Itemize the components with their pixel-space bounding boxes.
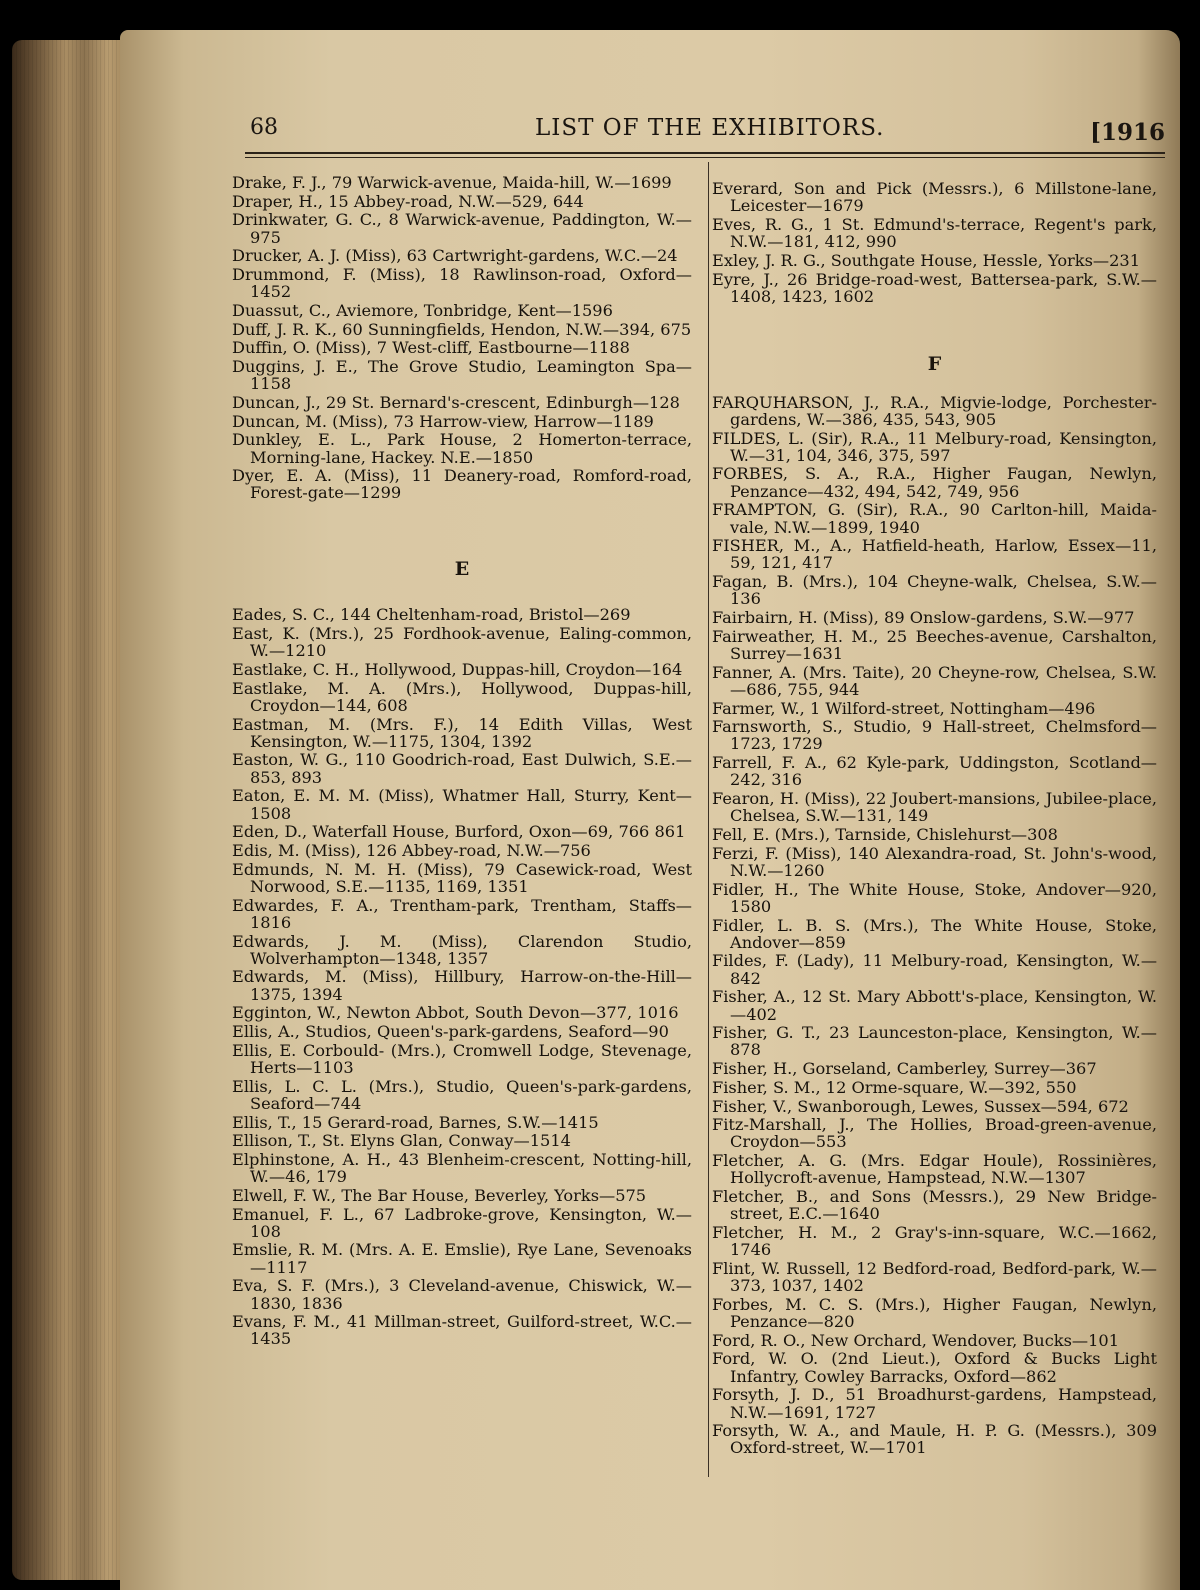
exhibitor-entry: Fisher, H., Gorseland, Camberley, Surrey—367 — [712, 1059, 1097, 1079]
exhibitor-entry: Fidler, L. B. S. (Mrs.), The White House, Stoke, Andover—859 — [712, 915, 1157, 952]
exhibitor-entry: Egginton, W., Newton Abbot, South Devon—377, 1016 — [232, 1003, 679, 1023]
exhibitor-entry: Elwell, F. W., The Bar House, Beverley, Yorks—575 — [232, 1185, 647, 1205]
right-column — [712, 180, 1157, 1458]
exhibitor-entry: Duncan, M. (Miss), 73 Harrow-view, Harrow—1189 — [232, 411, 654, 431]
exhibitor-entry: Duassut, C., Aviemore, Tonbridge, Kent—1596 — [232, 300, 613, 320]
exhibitor-entry: Evans, F. M., 41 Millman-street, Guilford-street, W.C.—1435 — [232, 1312, 692, 1349]
exhibitor-entry: Forbes, M. C. S. (Mrs.), Higher Faugan, Newlyn, Penzance—820 — [712, 1294, 1157, 1331]
exhibitor-entry: Ford, R. O., New Orchard, Wendover, Bucks—101 — [712, 1330, 1119, 1350]
exhibitor-entry: Fisher, A., 12 St. Mary Abbott's-place, Kensington, W.—402 — [712, 987, 1157, 1024]
exhibitor-entry: Fletcher, H. M., 2 Gray's-inn-square, W.C.—1662, 1746 — [712, 1222, 1157, 1260]
section-heading-e: E — [454, 558, 470, 581]
exhibitor-entry: Ellis, L. C. L. (Mrs.), Studio, Queen's-park-gardens, Seaford—744 — [232, 1076, 692, 1113]
exhibitor-entry: Drake, F. J., 79 Warwick-avenue, Maida-hill, W.—1699 — [232, 173, 672, 192]
entries-e-list — [232, 606, 692, 1347]
exhibitor-entry: Everard, Son and Pick (Messrs.), 6 Millstone-lane, Leicester—1679 — [712, 179, 1157, 216]
exhibitor-entry: Eades, S. C., 144 Cheltenham-road, Bristol—269 — [232, 605, 631, 625]
entries-d-list — [232, 174, 692, 502]
exhibitor-entry: Fisher, S. M., 12 Orme-square, W.—392, 550 — [712, 1077, 1077, 1097]
exhibitor-entry: Easton, W. G., 110 Goodrich-road, East Dulwich, S.E.—853, 893 — [232, 750, 692, 787]
exhibitor-entry: Dunkley, E. L., Park House, 2 Homerton-terrace, Morning-lane, Hackey. N.E.—1850 — [232, 430, 692, 467]
exhibitor-entry: Ellis, A., Studios, Queen's-park-gardens, Seaford—90 — [232, 1022, 669, 1042]
exhibitor-entry: Eden, D., Waterfall House, Burford, Oxon—69, 766 861 — [232, 822, 686, 842]
exhibitor-entry: Edis, M. (Miss), 126 Abbey-road, N.W.—756 — [232, 841, 591, 860]
exhibitor-entry: Fagan, B. (Mrs.), 104 Cheyne-walk, Chelsea, S.W.—136 — [712, 572, 1157, 609]
year-marker: [1916 — [1090, 119, 1165, 146]
exhibitor-entry: Fearon, H. (Miss), 22 Joubert-mansions, Jubilee-place, Chelsea, S.W.—131, 149 — [712, 789, 1157, 826]
exhibitor-entry: Eastlake, M. A. (Mrs.), Hollywood, Duppas-hill, Croydon—144, 608 — [232, 678, 692, 715]
exhibitor-entry: Fidler, H., The White House, Stoke, Andover—920, 1580 — [712, 879, 1157, 916]
exhibitor-entry: Fitz-Marshall, J., The Hollies, Broad-green-avenue, Croydon—553 — [712, 1115, 1157, 1152]
header-rule-thin — [245, 157, 1165, 158]
exhibitor-entry: Duffin, O. (Miss), 7 West-cliff, Eastbourne—1188 — [232, 338, 630, 358]
exhibitor-entry: Fanner, A. (Mrs. Taite), 20 Cheyne-row, Chelsea, S.W.—686, 755, 944 — [712, 662, 1157, 699]
exhibitor-entry: Fairweather, H. M., 25 Beeches-avenue, Carshalton, Surrey—1631 — [712, 626, 1157, 663]
exhibitor-entry: Emanuel, F. L., 67 Ladbroke-grove, Kensington, W.—108 — [232, 1204, 692, 1241]
exhibitor-entry: Duncan, J., 29 St. Bernard's-crescent, Edinburgh—128 — [232, 392, 680, 412]
exhibitor-entry: Fisher, G. T., 23 Launceston-place, Kensington, W.—878 — [712, 1023, 1157, 1060]
exhibitor-entry: Exley, J. R. G., Southgate House, Hessle, Yorks—231 — [712, 250, 1141, 270]
exhibitor-entry: Fildes, F. (Lady), 11 Melbury-road, Kensington, W.—842 — [712, 951, 1157, 988]
exhibitor-entry: Emslie, R. M. (Mrs. A. E. Emslie), Rye Lane, Sevenoaks—1117 — [232, 1240, 692, 1277]
exhibitor-entry: Edwards, J. M. (Miss), Clarendon Studio, Wolverhampton—1348, 1357 — [232, 931, 692, 968]
exhibitor-entry: Ellison, T., St. Elyns Glan, Conway—1514 — [232, 1131, 571, 1151]
exhibitor-entry: Eastlake, C. H., Hollywood, Duppas-hill, Croydon—164 — [232, 659, 683, 679]
exhibitor-entry: Eves, R. G., 1 St. Edmund's-terrace, Regent's park, N.W.—181, 412, 990 — [712, 214, 1157, 252]
exhibitor-entry: Edmunds, N. M. H. (Miss), 79 Casewick-road, West Norwood, S.E.—1135, 1169, 1351 — [232, 859, 692, 896]
exhibitor-entry: Eva, S. F. (Mrs.), 3 Cleveland-avenue, Chiswick, W.—1830, 1836 — [232, 1276, 692, 1313]
exhibitor-entry: Fletcher, A. G. (Mrs. Edgar Houle), Rossinières, Hollycroft-avenue, Hampstead, N.W.—1307 — [712, 1151, 1157, 1188]
exhibitor-entry: Dyer, E. A. (Miss), 11 Deanery-road, Romford-road, Forest-gate—1299 — [232, 466, 692, 503]
exhibitor-entry: FISHER, M., A., Hatfield-heath, Harlow, Essex—11, 59, 121, 417 — [712, 536, 1157, 573]
exhibitor-entry: Farmer, W., 1 Wilford-street, Nottingham—496 — [712, 698, 1096, 718]
exhibitor-entry: Fairbairn, H. (Miss), 89 Onslow-gardens, S.W.—977 — [712, 608, 1135, 628]
exhibitor-entry: Fell, E. (Mrs.), Tarnside, Chislehurst—308 — [712, 825, 1058, 844]
exhibitor-entry: FARQUHARSON, J., R.A., Migvie-lodge, Porchester-gardens, W.—386, 435, 543, 905 — [712, 392, 1157, 429]
exhibitor-entry: Ford, W. O. (2nd Lieut.), Oxford & Bucks Light Infantry, Cowley Barracks, Oxford—862 — [712, 1349, 1157, 1386]
exhibitor-entry: Fletcher, B., and Sons (Messrs.), 29 New Bridge-street, E.C.—1640 — [712, 1187, 1157, 1224]
exhibitor-entry: Farrell, F. A., 62 Kyle-park, Uddingston, Scotland—242, 316 — [712, 753, 1157, 790]
exhibitor-entry: Duggins, J. E., The Grove Studio, Leamington Spa—1158 — [232, 357, 692, 394]
page-number: 68 — [250, 115, 278, 140]
exhibitor-entry: Draper, H., 15 Abbey-road, N.W.—529, 644 — [232, 191, 584, 211]
page-header — [245, 115, 1165, 155]
exhibitor-entry: Ellis, T., 15 Gerard-road, Barnes, S.W.—1415 — [232, 1112, 599, 1132]
exhibitor-entry: Edwards, M. (Miss), Hillbury, Harrow-on-the-Hill—1375, 1394 — [232, 967, 692, 1004]
section-heading-f: F — [927, 353, 942, 376]
exhibitor-entry: Eyre, J., 26 Bridge-road-west, Battersea-park, S.W.—1408, 1423, 1602 — [712, 269, 1157, 306]
entries-f-list — [712, 394, 1157, 1457]
exhibitor-entry: Flint, W. Russell, 12 Bedford-road, Bedford-park, W.—373, 1037, 1402 — [712, 1258, 1157, 1296]
exhibitor-entry: FILDES, L. (Sir), R.A., 11 Melbury-road, Kensington, W.—31, 104, 346, 375, 597 — [712, 428, 1157, 465]
page-title: LIST OF THE EXHIBITORS. — [535, 115, 885, 141]
exhibitor-entry: East, K. (Mrs.), 25 Fordhook-avenue, Ealing-common, W.—1210 — [232, 624, 692, 661]
exhibitor-entry: Duff, J. R. K., 60 Sunningfields, Hendon, N.W.—394, 675 — [232, 319, 692, 339]
exhibitor-entry: Eastman, M. (Mrs. F.), 14 Edith Villas, West Kensington, W.—1175, 1304, 1392 — [232, 714, 692, 751]
exhibitor-entry: Drucker, A. J. (Miss), 63 Cartwright-gardens, W.C.—24 — [232, 246, 678, 266]
exhibitor-entry: Ellis, E. Corbould- (Mrs.), Cromwell Lodge, Stevenage, Herts—1103 — [232, 1040, 692, 1077]
exhibitor-entry: Forsyth, W. A., and Maule, H. P. G. (Messrs.), 309 Oxford-street, W.—1701 — [712, 1421, 1157, 1458]
exhibitor-entry: Farnsworth, S., Studio, 9 Hall-street, Chelmsford—1723, 1729 — [712, 717, 1157, 754]
exhibitor-entry: Eaton, E. M. M. (Miss), Whatmer Hall, Sturry, Kent—1508 — [232, 786, 692, 823]
exhibitor-entry: Edwardes, F. A., Trentham-park, Trentham, Staffs—1816 — [232, 895, 692, 932]
book-page-edges — [12, 40, 132, 1580]
exhibitor-entry: Forsyth, J. D., 51 Broadhurst-gardens, Hampstead, N.W.—1691, 1727 — [712, 1385, 1157, 1422]
header-rule — [245, 152, 1165, 154]
exhibitor-entry: FORBES, S. A., R.A., Higher Faugan, Newlyn, Penzance—432, 494, 542, 749, 956 — [712, 464, 1157, 501]
exhibitor-entry: Drinkwater, G. C., 8 Warwick-avenue, Paddington, W.—975 — [232, 210, 692, 247]
exhibitor-entry: Fisher, V., Swanborough, Lewes, Sussex—594, 672 — [712, 1096, 1129, 1116]
column-divider — [708, 162, 709, 1477]
entries-e-continued-list — [712, 180, 1157, 305]
exhibitor-entry: Drummond, F. (Miss), 18 Rawlinson-road, Oxford—1452 — [232, 265, 692, 302]
exhibitor-entry: Elphinstone, A. H., 43 Blenheim-crescent, Notting-hill, W.—46, 179 — [232, 1149, 692, 1187]
left-column — [232, 174, 692, 1349]
exhibitor-entry: Ferzi, F. (Miss), 140 Alexandra-road, St. John's-wood, N.W.—1260 — [712, 843, 1157, 880]
exhibitor-entry: FRAMPTON, G. (Sir), R.A., 90 Carlton-hill, Maida-vale, N.W.—1899, 1940 — [712, 500, 1157, 537]
